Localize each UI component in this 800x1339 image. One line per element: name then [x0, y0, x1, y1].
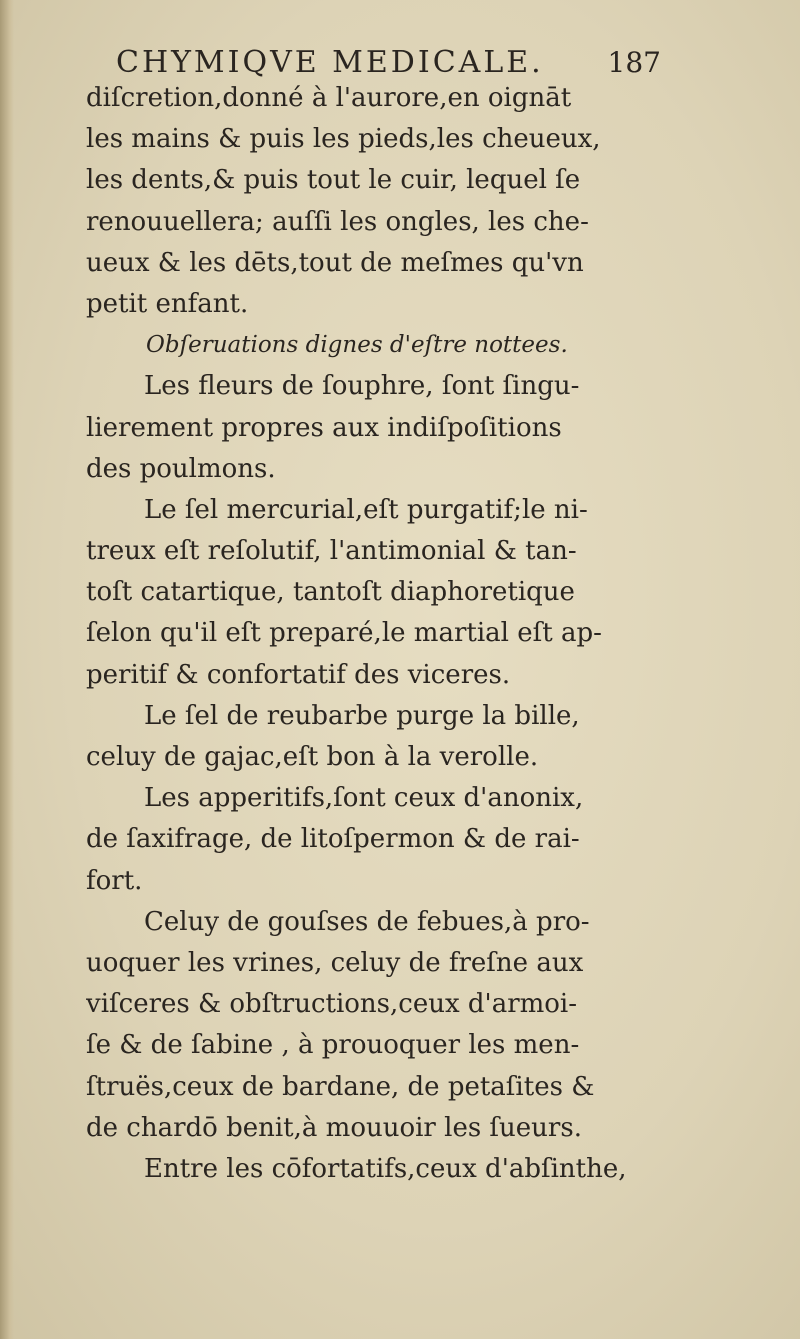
text-line: Celuy de gouſses de febues,à pro- [144, 906, 590, 937]
body-text [86, 78, 666, 1190]
text-line: fort. [86, 865, 143, 896]
text-line: celuy de gajac,eſt bon à la verolle. [86, 742, 539, 772]
text-line: lierement propres aux indiſpoſitions [86, 412, 562, 443]
text-line: ſelon qu'il eſt preparé,le martial eſt ap- [86, 618, 602, 649]
text-line: toſt catartique, tantoſt diaphoretique [86, 577, 575, 608]
text-line: peritif & confortatif des viceres. [86, 659, 511, 690]
text-line: Les fleurs de ſouphre, ſont ſingu- [144, 371, 580, 402]
text-line: viſceres & obſtructions,ceux d'armoi- [86, 989, 578, 1020]
text-line: de chardō benit,à mouuoir les ſueurs. [86, 1112, 582, 1143]
text-line: uoquer les vrines, celuy de freſne aux [86, 947, 584, 978]
page-number: 187 [607, 46, 661, 79]
text-line: Le ſel de reubarbe purge la bille, [144, 700, 580, 731]
text-line: renouuellera; auſſi les ongles, les che- [86, 206, 589, 237]
text-line: les mains & puis les pieds,les cheueux, [86, 124, 601, 155]
text-line: treux eſt reſolutif, l'antimonial & tan- [86, 536, 577, 567]
section-heading: Obſeruations dignes d'eſtre nottees. [146, 332, 568, 359]
text-line: des poulmons. [86, 453, 276, 484]
text-line: Les apperitifs,ſont ceux d'anonix, [144, 783, 584, 814]
text-line: petit enfant. [86, 288, 249, 319]
text-line: ſtruës,ceux de bardane, de petaſites & [86, 1071, 595, 1102]
text-line: Entre les cōfortatifs,ceux d'abſinthe, [144, 1153, 627, 1184]
text-line: ueux & les dēts,tout de meſmes qu'vn [86, 247, 584, 278]
text-line: de ſaxifrage, de litoſpermon & de rai- [86, 824, 580, 855]
text-line: Le ſel mercurial,eſt purgatif;le ni- [144, 494, 588, 525]
text-line: diſcretion,donné à l'aurore,en oignāt [86, 83, 572, 113]
text-line: les dents,& puis tout le cuir, lequel ſe [86, 165, 581, 196]
running-head: CHYMIQVE MEDICALE. [116, 45, 544, 80]
text-line: ſe & de ſabine , à prouoquer les men- [86, 1030, 580, 1061]
binding-gutter [0, 0, 14, 1339]
